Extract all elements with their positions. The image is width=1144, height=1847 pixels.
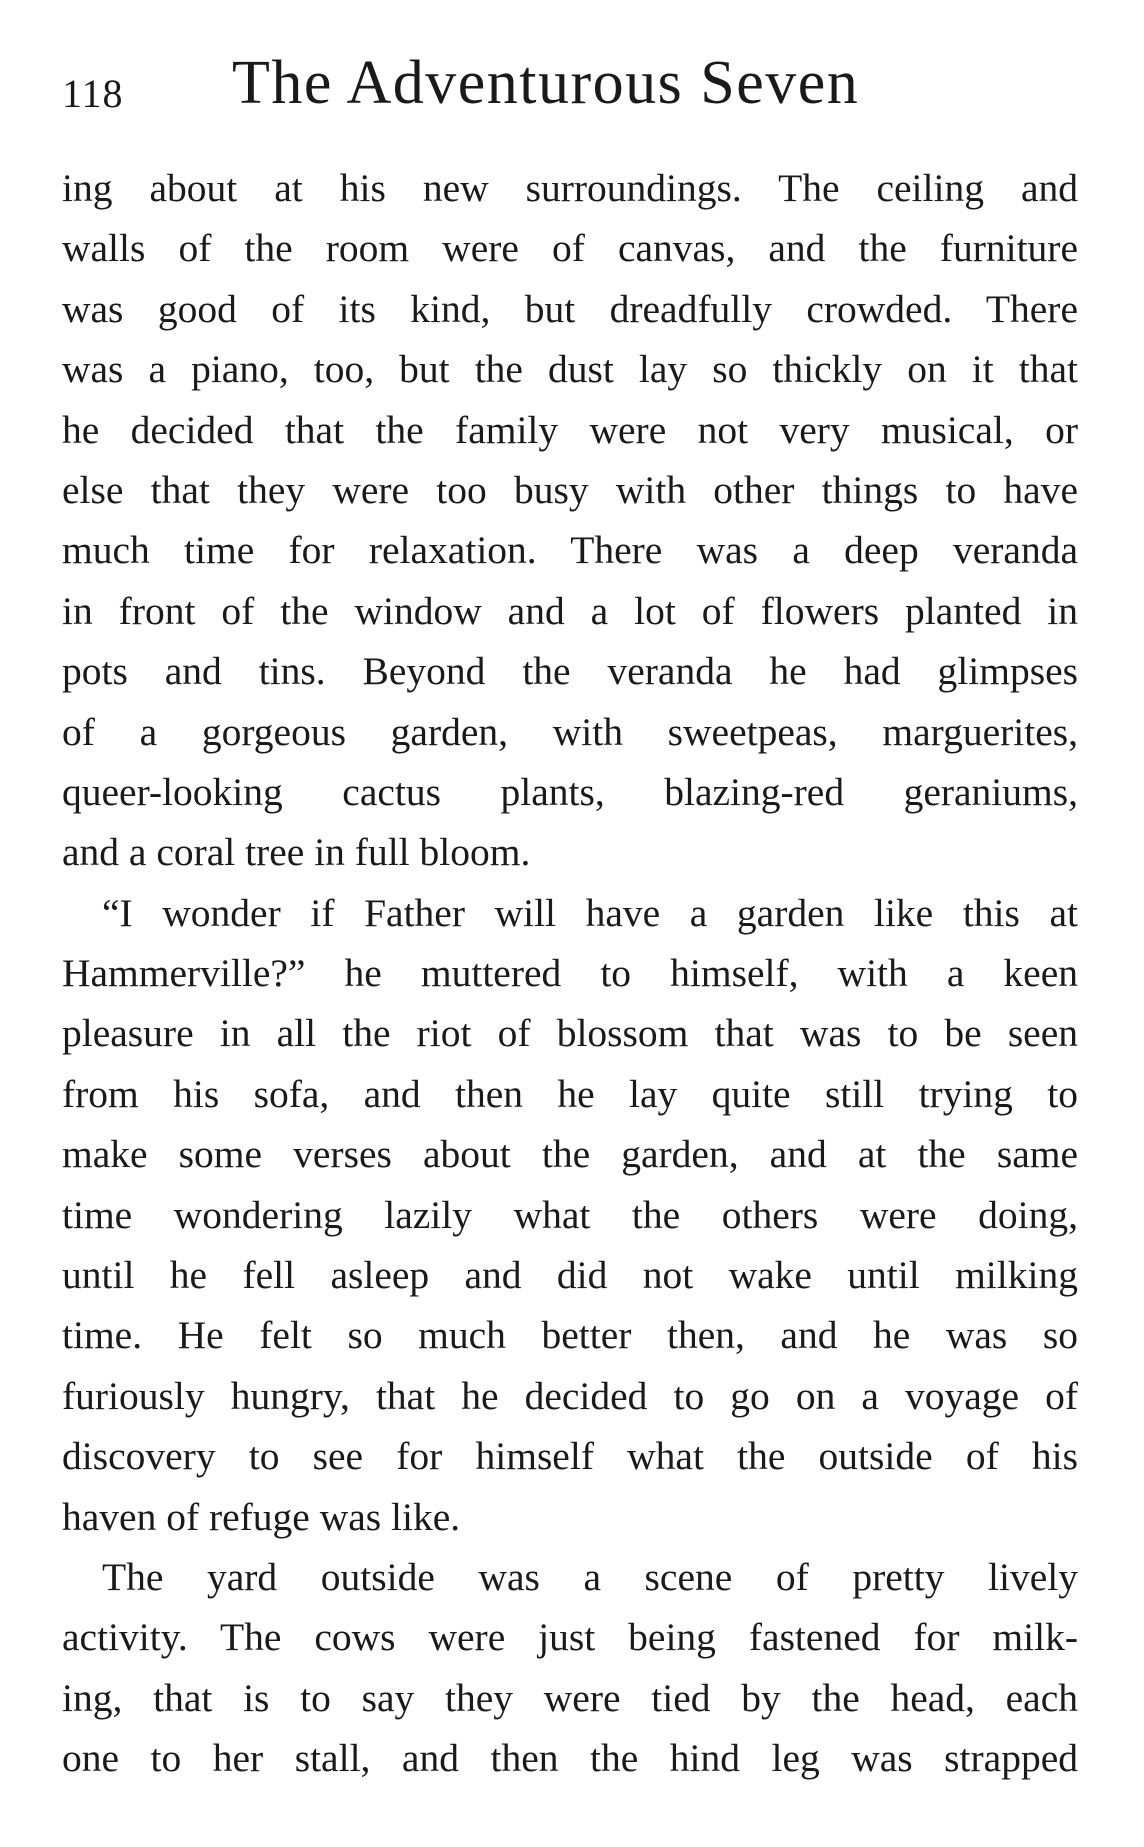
text-line: queer-looking cactus plants, blazing-red geraniums, bbox=[62, 769, 1078, 814]
text-line: “I wonder if Father will have a garden like this at bbox=[102, 890, 1078, 935]
text-line: time. He felt so much better then, and he was so bbox=[62, 1313, 1078, 1358]
page-number: 118 bbox=[62, 71, 124, 116]
paragraph bbox=[62, 158, 1078, 883]
text-line: time wondering lazily what the others were doing, bbox=[62, 1192, 1078, 1237]
text-line: haven of refuge was like. bbox=[62, 1494, 461, 1539]
text-line: Hammerville?” he muttered to himself, with a keen bbox=[62, 951, 1078, 996]
text-line: of a gorgeous garden, with sweetpeas, marguerites, bbox=[62, 709, 1078, 754]
text-line: furiously hungry, that he decided to go on a voyage of bbox=[62, 1373, 1078, 1418]
running-head bbox=[62, 48, 1078, 132]
paragraph bbox=[62, 1547, 1078, 1789]
text-line: until he fell asleep and did not wake until milking bbox=[62, 1253, 1078, 1298]
text-line: and a coral tree in full bloom. bbox=[62, 830, 531, 875]
text-line: pleasure in all the riot of blossom that was to be seen bbox=[62, 1011, 1078, 1056]
text-line: walls of the room were of canvas, and the furniture bbox=[62, 226, 1078, 271]
book-page bbox=[62, 48, 1078, 1789]
text-line: ing, that is to say they were tied by the head, each bbox=[62, 1675, 1078, 1720]
text-line: activity. The cows were just being fastened for milk- bbox=[62, 1615, 1078, 1660]
text-line: from his sofa, and then he lay quite still trying to bbox=[62, 1071, 1078, 1116]
text-line: in front of the window and a lot of flowers planted in bbox=[62, 588, 1078, 633]
text-line: discovery to see for himself what the outside of his bbox=[62, 1434, 1078, 1479]
text-line: make some verses about the garden, and at the same bbox=[62, 1132, 1078, 1177]
text-line: much time for relaxation. There was a deep veranda bbox=[62, 528, 1078, 573]
text-line: pots and tins. Beyond the veranda he had glimpses bbox=[62, 649, 1078, 694]
text-line: he decided that the family were not very musical, or bbox=[62, 407, 1078, 452]
text-line: ing about at his new surroundings. The ceiling and bbox=[62, 166, 1078, 210]
text-line: was a piano, too, but the dust lay so thickly on it that bbox=[62, 347, 1078, 392]
text-line: The yard outside was a scene of pretty lively bbox=[102, 1554, 1078, 1599]
paragraph bbox=[62, 883, 1078, 1547]
book-title: The Adventurous Seven bbox=[232, 49, 860, 117]
text-line: was good of its kind, but dreadfully crowded. There bbox=[62, 286, 1078, 331]
text-line: else that they were too busy with other things to have bbox=[62, 467, 1078, 512]
text-line: one to her stall, and then the hind leg was strapped bbox=[62, 1736, 1078, 1781]
body-text bbox=[62, 158, 1078, 1789]
